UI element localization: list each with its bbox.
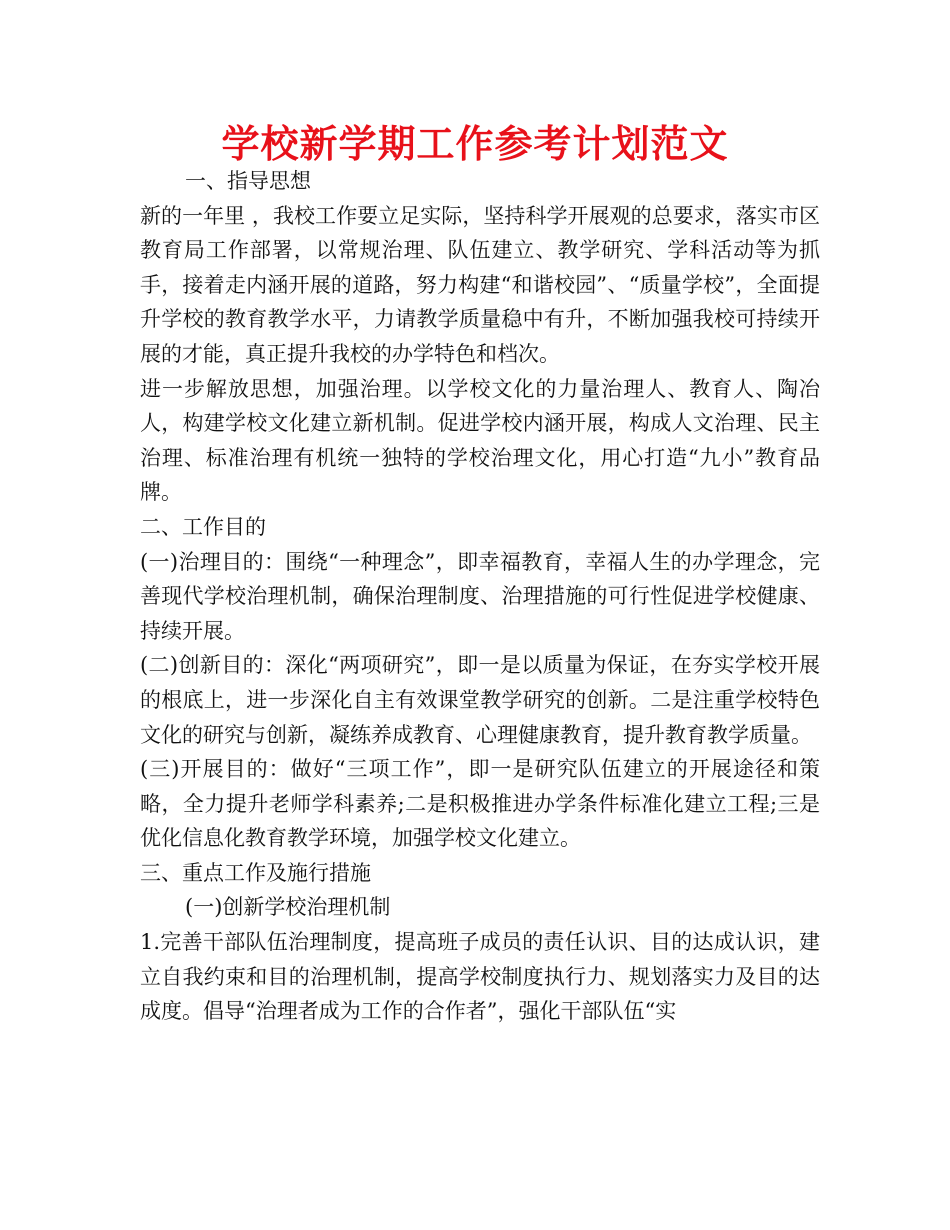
paragraph: (二)创新目的：深化“两项研究”，即一是以质量为保证，在夯实学校开展的根底上，进一步深化自主有效课堂教学研究的创新。二是注重学校特色文化的研究与创新，凝练养成教育、心理健康教育，提升教育教学质量。 [140, 653, 820, 747]
document-title: 学校新学期工作参考计划范文 [221, 122, 729, 166]
paragraph: 新的一年里 ，我校工作要立足实际，坚持科学开展观的总要求，落实市区教育局工作部署，以常规治理、队伍建立、教学研究、学科活动等为抓手，接着走内涵开展的道路，努力构建“和谐校园”、“质量学校”，全面提升学校的教育教学水平，力请教学质量稳中有升，不断加强我校可持续开展的才能，真正提升我校的办学特色和档次。 [140, 203, 820, 366]
section-heading-guiding-thought: 一、指导思想 [185, 169, 311, 193]
subsection-heading-management-mechanism: (一)创新学校治理机制 [185, 895, 391, 920]
paragraph: 1.完善干部队伍治理制度，提高班子成员的责任认识、目的达成认识，建立自我约束和目的治理机制，提高学校制度执行力、规划落实力及目的达成度。倡导“治理者成为工作的合作者”，强化干部队伍“实 [140, 930, 820, 1024]
paragraph: 进一步解放思想，加强治理。以学校文化的力量治理人、教育人、陶冶人，构建学校文化建立新机制。促进学校内涵开展，构成人文治理、民主治理、标准治理有机统一独特的学校治理文化，用心打造“九小”教育品牌。 [140, 376, 820, 505]
section-heading-work-goals: 二、工作目的 [140, 514, 266, 539]
section-heading-key-work: 三、重点工作及施行措施 [140, 860, 371, 885]
paragraph: (一)治理目的：围绕“一种理念”，即幸福教育，幸福人生的办学理念，完善现代学校治理机制，确保治理制度、治理措施的可行性促进学校健康、持续开展。 [140, 549, 820, 643]
paragraph: (三)开展目的：做好“三项工作”，即一是研究队伍建立的开展途径和策略，全力提升老师学科素养;二是积极推进办学条件标准化建立工程;三是优化信息化教育教学环境，加强学校文化建立。 [140, 757, 820, 851]
document-body [140, 164, 820, 1029]
